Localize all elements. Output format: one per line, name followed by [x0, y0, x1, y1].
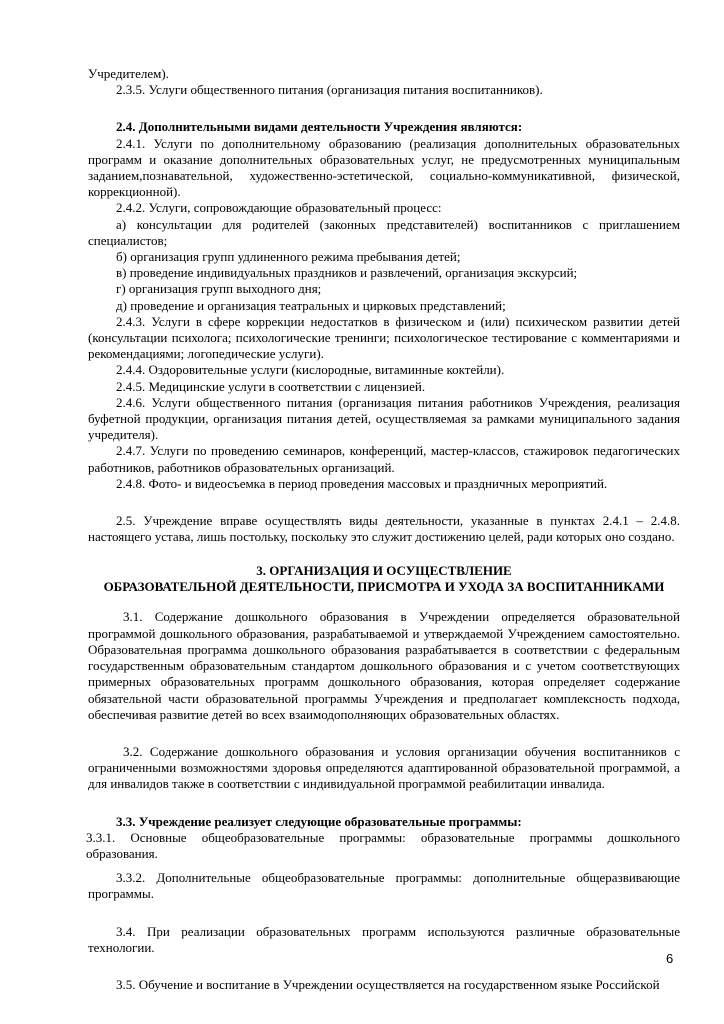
paragraph: 3.1. Содержание дошкольного образования в Учреждении определяется образовательной программой дошкольного образования, разрабатываемой и утверждаемой Учреждением самостоятельно. Образовательная программа дошкольного образования разрабатывается в соответствии с федеральным государственным образовательным стандартом дошкольного образования и с учетом соответствующих примерных образовательных программ дошкольного образования, которая определяет содержание обязательной части образовательной программы Учреждения и предполагает комплексность подхода, обеспечивая развитие детей во всех взаимодополняющих образовательных областях.: [88, 609, 680, 722]
paragraph: 2.4.5. Медицинские услуги в соответствии с лицензией.: [116, 378, 426, 394]
subsection-heading: 2.4. Дополнительными видами деятельности Учреждения являются:: [116, 119, 523, 135]
paragraph: 3.4. При реализации образовательных программ используются различные образовательные технологии.: [88, 923, 680, 955]
paragraph: 2.4.1. Услуги по дополнительному образованию (реализация дополнительных образовательных программ и оказание дополнительных образовательных услуг, не предусмотренных муниципальным заданием,познавательной, художественно-эстетической, социально-коммуникативной, физической, коррекционной).: [88, 135, 680, 200]
paragraph: 2.4.6. Услуги общественного питания (организация питания работников Учреждения, реализация буфетной продукции, организация питания детей, осуществляемая за рамками муниципального задания учредителя).: [88, 394, 680, 443]
list-item: в) проведение индивидуальных праздников и развлечений, организация экскурсий;: [116, 265, 578, 281]
paragraph: 2.5. Учреждение вправе осуществлять виды деятельности, указанные в пунктах 2.4.1 – 2.4.8. настоящего устава, лишь постольку, поскольку это служит достижению целей, ради которых оно создано.: [88, 513, 680, 545]
paragraph: 3.3.2. Дополнительные общеобразовательные программы: дополнительные общеразвивающие программы.: [88, 870, 680, 902]
paragraph: 2.4.4. Оздоровительные услуги (кислородные, витаминные коктейли).: [116, 362, 505, 378]
list-item: а) консультации для родителей (законных представителей) воспитанников с приглашением специалистов;: [88, 216, 680, 248]
section-title-line: 3. ОРГАНИЗАЦИЯ И ОСУЩЕСТВЛЕНИЕ: [256, 563, 512, 579]
paragraph: 2.4.2. Услуги, сопровождающие образовательный процесс:: [116, 200, 442, 216]
paragraph: Учредителем).: [88, 66, 169, 81]
list-item: г) организация групп выходного дня;: [116, 281, 322, 297]
paragraph: 2.4.7. Услуги по проведению семинаров, конференций, мастер-классов, стажировок педагогических работников, работников образовательных организаций.: [88, 443, 680, 475]
paragraph: 2.4.3. Услуги в сфере коррекции недостатков в физическом и (или) психическом развитии детей (консультации психолога; психологические тренинги; психологическое тестирование с комментариями и рекомендациями; логопедические услуги).: [88, 313, 680, 362]
section-title: [88, 563, 680, 595]
paragraph: 3.3.1. Основные общеобразовательные программы: образовательные программы дошкольного образования.: [86, 829, 680, 861]
section-title-line: ОБРАЗОВАТЕЛЬНОЙ ДЕЯТЕЛЬНОСТИ, ПРИСМОТРА И УХОДА ЗА ВОСПИТАННИКАМИ: [103, 579, 665, 595]
paragraph: 2.3.5. Услуги общественного питания (организация питания воспитанников).: [116, 82, 543, 98]
paragraph: 3.2. Содержание дошкольного образования и условия организации обучения воспитанников с ограниченными возможностями здоровья определяются адаптированной образовательной программой, а для инвалидов также в соответствии с индивидуальной программой реабилитации инвалида.: [88, 743, 680, 792]
list-item: д) проведение и организация театральных и цирковых представлений;: [116, 297, 506, 313]
paragraph: 2.4.8. Фото- и видеосъемка в период проведения массовых и праздничных мероприятий.: [116, 475, 608, 491]
subsection-heading: 3.3. Учреждение реализует следующие образовательные программы:: [116, 813, 522, 829]
paragraph: 3.5. Обучение и воспитание в Учреждении осуществляется на государственном языке Российской: [116, 976, 660, 992]
page-number: 6: [666, 951, 674, 966]
list-item: б) организация групп удлиненного режима пребывания детей;: [116, 249, 461, 265]
